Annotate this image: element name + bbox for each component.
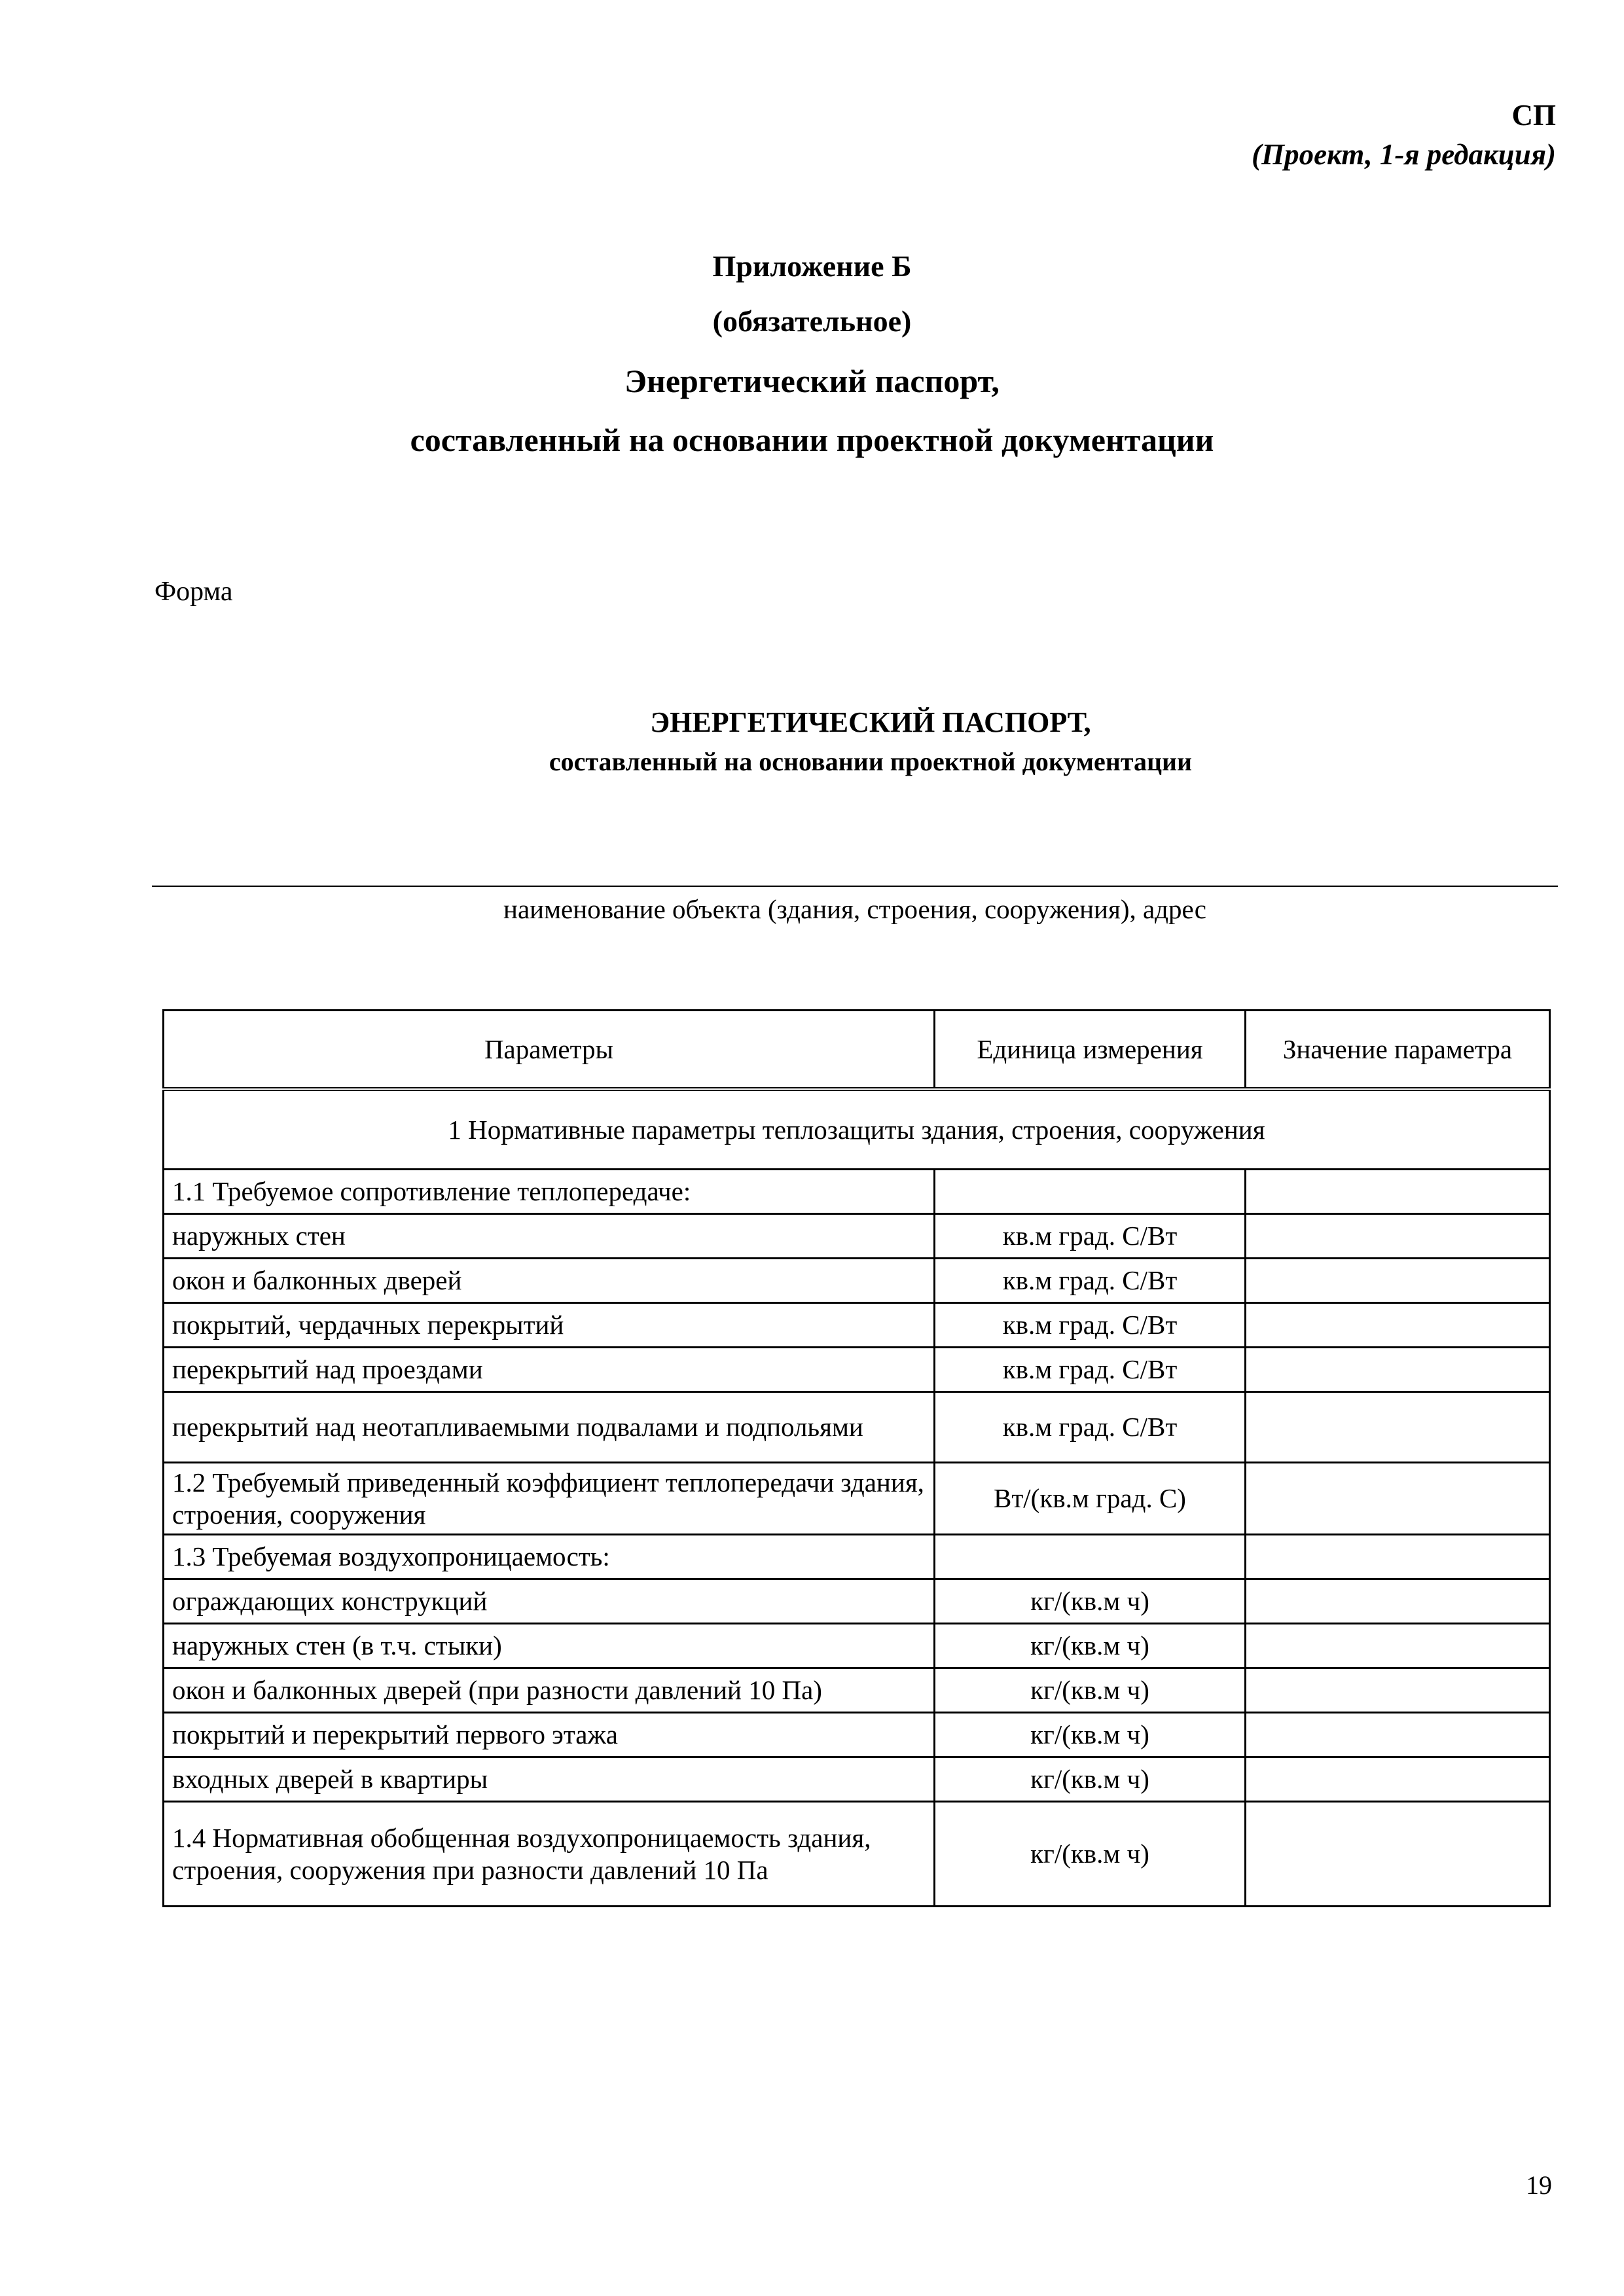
row-value[interactable] [1246, 1535, 1550, 1579]
row-unit: кг/(кв.м ч) [935, 1624, 1246, 1668]
row-value[interactable] [1246, 1624, 1550, 1668]
page-number: 19 [1526, 2170, 1552, 2200]
table-row [164, 1757, 1550, 1802]
row-value[interactable] [1246, 1757, 1550, 1802]
row-parameter: покрытий, чердачных перекрытий [164, 1303, 935, 1348]
row-unit: кв.м град. С/Вт [935, 1303, 1246, 1348]
table-row [164, 1463, 1550, 1535]
document-edition: (Проект, 1-я редакция) [1252, 138, 1556, 171]
row-parameter: наружных стен (в т.ч. стыки) [164, 1624, 935, 1668]
row-value[interactable] [1246, 1392, 1550, 1463]
section-title: 1 Нормативные параметры теплозащиты здания, строения, сооружения [164, 1089, 1550, 1170]
appendix-status: (обязательное) [712, 304, 912, 338]
row-parameter: перекрытий над неотапливаемыми подвалами и подпольями [164, 1392, 935, 1463]
table-row [164, 1348, 1550, 1392]
table-row [164, 1303, 1550, 1348]
table-row [164, 1713, 1550, 1757]
row-unit: кв.м град. С/Вт [935, 1214, 1246, 1259]
row-parameter: 1.3 Требуемая воздухопроницаемость: [164, 1535, 935, 1579]
row-unit: кг/(кв.м ч) [935, 1579, 1246, 1624]
table-row [164, 1214, 1550, 1259]
row-parameter: окон и балконных дверей (при разности давлений 10 Па) [164, 1668, 935, 1713]
header-parameters: Параметры [164, 1011, 935, 1090]
table-row [164, 1259, 1550, 1303]
row-unit: кг/(кв.м ч) [935, 1757, 1246, 1802]
appendix-subtitle: составленный на основании проектной документации [410, 422, 1214, 458]
row-unit: кв.м град. С/Вт [935, 1392, 1246, 1463]
passport-title: ЭНЕРГЕТИЧЕСКИЙ ПАСПОРТ, [650, 706, 1091, 738]
row-parameter: перекрытий над проездами [164, 1348, 935, 1392]
appendix-title: Приложение Б [712, 249, 912, 283]
passport-subtitle: составленный на основании проектной документации [549, 747, 1193, 776]
parameters-table [162, 1009, 1551, 1907]
table-row [164, 1535, 1550, 1579]
form-label: Форма [154, 577, 233, 607]
row-value[interactable] [1246, 1348, 1550, 1392]
row-value[interactable] [1246, 1170, 1550, 1214]
table-header-row [164, 1011, 1550, 1090]
row-parameter: ограждающих конструкций [164, 1579, 935, 1624]
row-parameter: покрытий и перекрытий первого этажа [164, 1713, 935, 1757]
section-row [164, 1089, 1550, 1170]
row-value[interactable] [1246, 1802, 1550, 1907]
row-unit: кв.м град. С/Вт [935, 1259, 1246, 1303]
row-value[interactable] [1246, 1668, 1550, 1713]
row-value[interactable] [1246, 1259, 1550, 1303]
appendix-name: Энергетический паспорт, [624, 363, 1000, 399]
row-parameter: 1.4 Нормативная обобщенная воздухопроницаемость здания, строения, сооружения при разности давлений 10 Па [164, 1802, 935, 1907]
header-value: Значение параметра [1246, 1011, 1550, 1090]
row-unit: кг/(кв.м ч) [935, 1802, 1246, 1907]
row-value[interactable] [1246, 1579, 1550, 1624]
row-value[interactable] [1246, 1214, 1550, 1259]
table-row [164, 1624, 1550, 1668]
row-value[interactable] [1246, 1463, 1550, 1535]
row-unit: кг/(кв.м ч) [935, 1668, 1246, 1713]
row-value[interactable] [1246, 1303, 1550, 1348]
table-row [164, 1392, 1550, 1463]
document-code: СП [1511, 99, 1556, 132]
table-row [164, 1170, 1550, 1214]
row-parameter: окон и балконных дверей [164, 1259, 935, 1303]
object-name-caption: наименование объекта (здания, строения, сооружения), адрес [503, 894, 1206, 924]
row-parameter: 1.2 Требуемый приведенный коэффициент теплопередачи здания, строения, сооружения [164, 1463, 935, 1535]
row-parameter: наружных стен [164, 1214, 935, 1259]
row-parameter: 1.1 Требуемое сопротивление теплопередаче: [164, 1170, 935, 1214]
row-unit: Вт/(кв.м град. С) [935, 1463, 1246, 1535]
table-row [164, 1579, 1550, 1624]
row-unit [935, 1535, 1246, 1579]
object-name-line [152, 886, 1558, 887]
header-unit: Единица измерения [935, 1011, 1246, 1090]
row-unit: кг/(кв.м ч) [935, 1713, 1246, 1757]
row-unit: кв.м град. С/Вт [935, 1348, 1246, 1392]
row-value[interactable] [1246, 1713, 1550, 1757]
table-row [164, 1668, 1550, 1713]
row-unit [935, 1170, 1246, 1214]
table-row [164, 1802, 1550, 1907]
row-parameter: входных дверей в квартиры [164, 1757, 935, 1802]
